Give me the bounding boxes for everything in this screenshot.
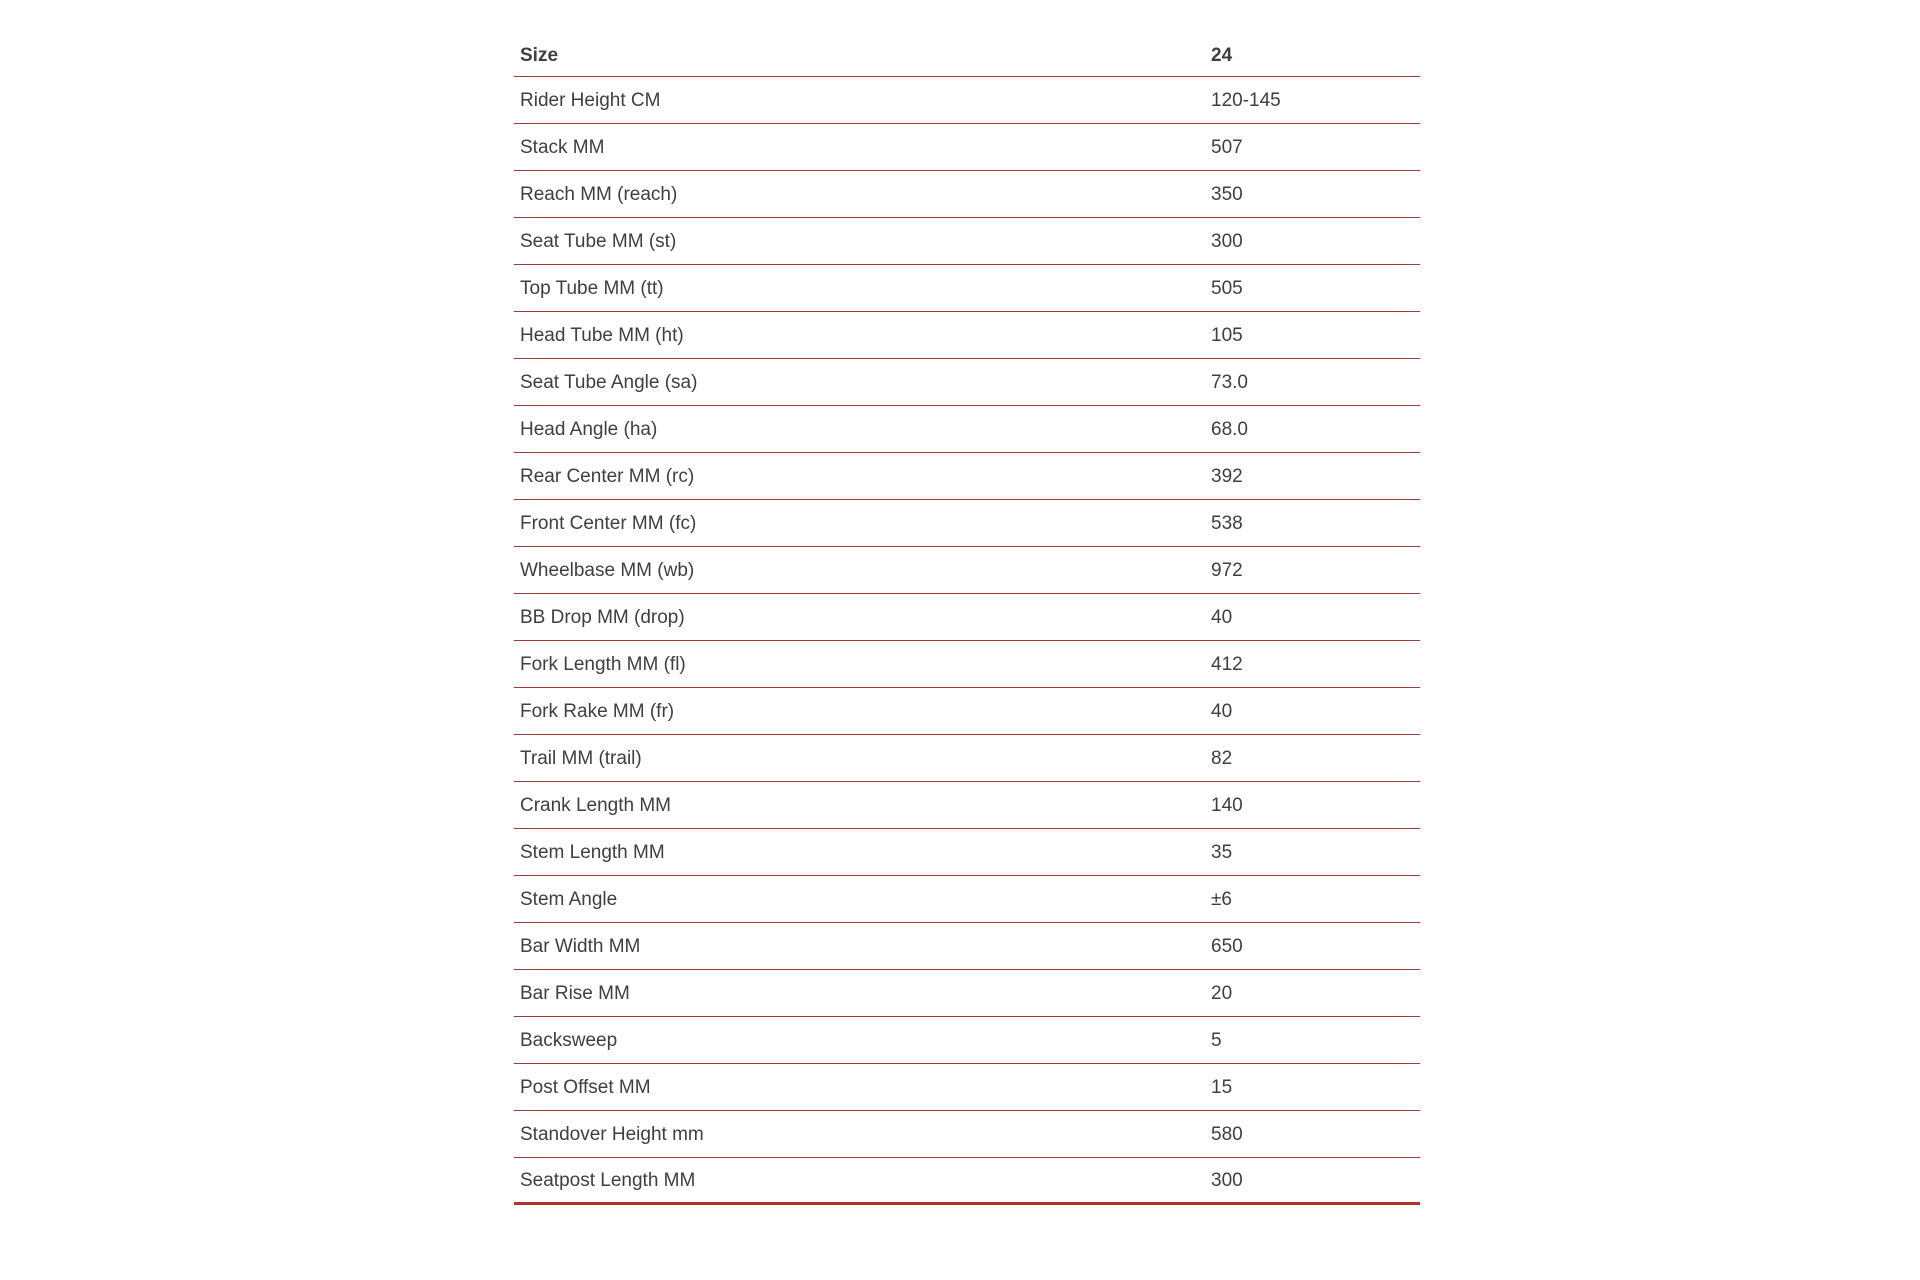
table-row: [514, 641, 1420, 688]
spec-value: 20: [1211, 982, 1233, 1004]
spec-label: Fork Rake MM (fr): [520, 701, 675, 721]
table-row: [514, 1017, 1420, 1064]
spec-value: 82: [1211, 747, 1233, 769]
size-header-label: Size: [520, 46, 559, 65]
spec-value: 300: [1211, 1169, 1243, 1191]
spec-label: Front Center MM (fc): [520, 513, 697, 533]
spec-value: 68.0: [1211, 418, 1248, 440]
table-row: [514, 688, 1420, 735]
table-row: [514, 359, 1420, 406]
table-row: [514, 1158, 1420, 1205]
table-row: [514, 171, 1420, 218]
spec-value: 120-145: [1211, 89, 1281, 111]
table-header-row: [514, 35, 1420, 77]
spec-label: Crank Length MM: [520, 795, 672, 815]
spec-value: 972: [1211, 559, 1243, 581]
table-row: [514, 735, 1420, 782]
table-row: [514, 970, 1420, 1017]
spec-label: Bar Width MM: [520, 936, 641, 956]
spec-label: Rider Height CM: [520, 90, 661, 110]
table-row: [514, 782, 1420, 829]
spec-value: 40: [1211, 606, 1233, 628]
table-row: [514, 77, 1420, 124]
spec-value: 5: [1211, 1029, 1222, 1051]
spec-value: 15: [1211, 1076, 1233, 1098]
spec-value: 40: [1211, 700, 1233, 722]
spec-value: 300: [1211, 230, 1243, 252]
table-row: [514, 829, 1420, 876]
spec-label: Stem Length MM: [520, 842, 665, 862]
spec-value: 412: [1211, 653, 1243, 675]
spec-value: 505: [1211, 277, 1243, 299]
spec-value: ±6: [1211, 888, 1232, 910]
table-row: [514, 1111, 1420, 1158]
table-row: [514, 453, 1420, 500]
table-row: [514, 547, 1420, 594]
spec-value: 650: [1211, 935, 1243, 957]
table-row: [514, 124, 1420, 171]
spec-label: Post Offset MM: [520, 1077, 651, 1097]
table-row: [514, 923, 1420, 970]
spec-label: Seat Tube MM (st): [520, 231, 677, 251]
spec-value: 392: [1211, 465, 1243, 487]
spec-label: Stem Angle: [520, 889, 618, 909]
spec-label: Trail MM (trail): [520, 748, 642, 768]
spec-label: Stack MM: [520, 137, 605, 157]
table-row: [514, 406, 1420, 453]
spec-value: 580: [1211, 1123, 1243, 1145]
spec-label: Rear Center MM (rc): [520, 466, 695, 486]
spec-value: 105: [1211, 324, 1243, 346]
spec-label: Bar Rise MM: [520, 983, 630, 1003]
spec-label: Head Angle (ha): [520, 419, 658, 439]
table-row: [514, 594, 1420, 641]
geometry-table: [514, 35, 1420, 1205]
spec-label: Wheelbase MM (wb): [520, 560, 695, 580]
spec-value: 35: [1211, 841, 1233, 863]
spec-label: BB Drop MM (drop): [520, 607, 685, 627]
table-row: [514, 1064, 1420, 1111]
table-row: [514, 312, 1420, 359]
spec-value: 140: [1211, 794, 1243, 816]
spec-label: Seat Tube Angle (sa): [520, 372, 698, 392]
table-row: [514, 500, 1420, 547]
spec-label: Top Tube MM (tt): [520, 278, 664, 298]
table-row: [514, 265, 1420, 312]
table-row: [514, 218, 1420, 265]
spec-label: Fork Length MM (fl): [520, 654, 686, 674]
table-row: [514, 876, 1420, 923]
spec-label: Reach MM (reach): [520, 184, 678, 204]
spec-value: 73.0: [1211, 371, 1248, 393]
spec-value: 538: [1211, 512, 1243, 534]
size-header-value: 24: [1211, 45, 1233, 66]
spec-label: Head Tube MM (ht): [520, 325, 684, 345]
spec-value: 350: [1211, 183, 1243, 205]
spec-label: Standover Height mm: [520, 1124, 704, 1144]
spec-value: 507: [1211, 136, 1243, 158]
spec-label: Backsweep: [520, 1030, 618, 1050]
spec-label: Seatpost Length MM: [520, 1170, 696, 1190]
